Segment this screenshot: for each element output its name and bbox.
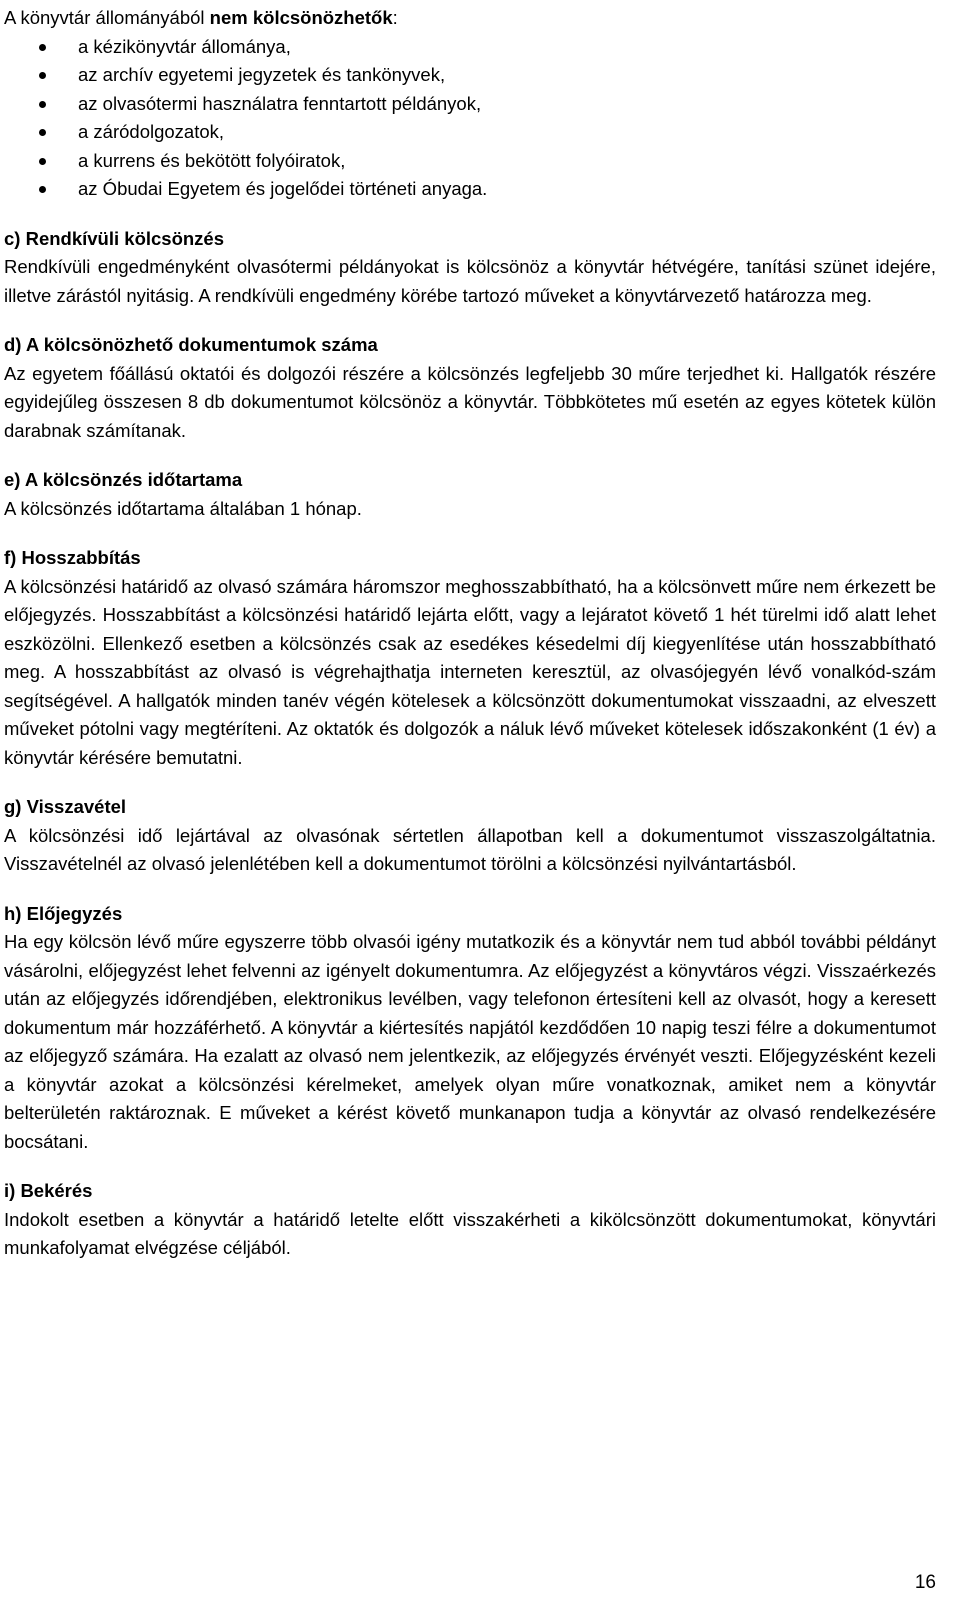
list-item: a kurrens és bekötött folyóiratok, — [4, 147, 936, 176]
list-item: az archív egyetemi jegyzetek és tankönyvek, — [4, 61, 936, 90]
section-heading: f) Hosszabbítás — [4, 547, 141, 568]
list-item: az Óbudai Egyetem és jogelődei történeti anyaga. — [4, 175, 936, 204]
intro-prefix: A könyvtár állományából — [4, 7, 210, 28]
section-heading: g) Visszavétel — [4, 796, 127, 817]
section-body: A kölcsönzési idő lejártával az olvasónak sértetlen állapotban kell a dokumentumot visszaszolgáltatnia. Visszavételnél az olvasó jelenlétében kell a dokumentumot törölni a kölcsönzési nyilvántartásból. — [4, 824, 936, 874]
section-body: Indokolt esetben a könyvtár a határidő letelte előtt visszakérheti a kikölcsönzött dokumentumokat, könyvtári munkafolyamat elvégzése céljából. — [4, 1208, 936, 1258]
section-lending-period — [4, 466, 936, 523]
section-heading: c) Rendkívüli kölcsönzés — [4, 227, 225, 249]
section-recall — [4, 1177, 936, 1263]
section-heading: h) Előjegyzés — [4, 902, 123, 924]
section-extension — [4, 544, 936, 772]
intro-suffix: : — [392, 7, 398, 28]
non-lendable-list — [4, 33, 936, 204]
intro-line — [4, 4, 936, 33]
section-reservation — [4, 900, 936, 1157]
list-item: az olvasótermi használatra fenntartott példányok, — [4, 90, 936, 119]
section-body: A kölcsönzés időtartama általában 1 hónap. — [4, 497, 362, 519]
page-number: 16 — [914, 1572, 936, 1593]
section-heading: e) A kölcsönzés időtartama — [4, 469, 243, 490]
section-body: Rendkívüli engedményként olvasótermi példányokat is kölcsönöz a könyvtár hétvégére, tanítási szünet idejére, illetve zárástól nyitásig. A rendkívüli engedmény körébe tartozó műveket a könyvtárvezető határozza meg. — [4, 256, 936, 306]
list-item: a kézikönyvtár állománya, — [4, 33, 936, 62]
section-extraordinary-lending — [4, 225, 936, 311]
section-body: Ha egy kölcsön lévő műre egyszerre több olvasói igény mutatkozik és a könyvtár nem tud abból további példányt vásárolni, előjegyzést lehet felvenni az igényelt dokumentumra. Az előjegyzést a könyvtáros végzi. Visszaérkezés után az előjegyzés időrendjében, elektronikus levélben, vagy telefonon értesíteni kell az olvasót, hogy a keresett dokumentum már hozzáférhető. A könyvtár a kiértesítés napjától kezdődően 10 napig teszi félre a dokumentumot az előjegyző számára. Ha ezalatt az olvasó nem jelentkezik, az előjegyzés érvényét veszti. Előjegyzésként kezeli a könyvtár azokat a kölcsönzési kérelmeket, amelyek olyan műre vonatkoznak, amiket nem a könyvtár belterületén raktároznak. E műveket a kérést követő munkanapon tudja a könyvtár az olvasó rendelkezésére bocsátani. — [4, 931, 936, 1152]
intro-bold: nem kölcsönözhetők — [209, 7, 393, 28]
section-heading: d) A kölcsönözhető dokumentumok száma — [4, 334, 378, 355]
section-heading: i) Bekérés — [4, 1180, 93, 1201]
document-content — [4, 4, 936, 1263]
list-item: a záródolgozatok, — [4, 118, 936, 147]
section-return — [4, 793, 936, 879]
section-body: A kölcsönzési határidő az olvasó számára háromszor meghosszabbítható, ha a kölcsönvett műre nem érkezett be előjegyzés. Hosszabbítást a kölcsönzési határidő lejárta előtt, vagy a lejáratot követő 1 hét türelmi idő alatt lehet eszközölni. Ellenkező esetben a kölcsönzés csak az esedékes késedelmi díj kiegyenlítése után hosszabbítható meg. A hosszabbítást az olvasó is végrehajthatja interneten keresztül, az olvasójegyén lévő vonalkód-szám segítségével. A hallgatók minden tanév végén kötelesek a kölcsönzött dokumentumokat visszaadni, az elveszett műveket pótolni vagy megtéríteni. Az oktatók és dolgozók a náluk lévő műveket kötelesek időszakonként (1 év) a könyvtár kérésére bemutatni. — [4, 575, 936, 768]
section-lendable-count — [4, 331, 936, 445]
section-body: Az egyetem főállású oktatói és dolgozói részére a kölcsönzés legfeljebb 30 műre terjedhet ki. Hallgatók részére egyidejűleg összesen 8 db dokumentumot kölcsönöz a könyvtár. Többkötetes mű esetén az egyes kötetek külön darabnak számítanak. — [4, 362, 936, 441]
